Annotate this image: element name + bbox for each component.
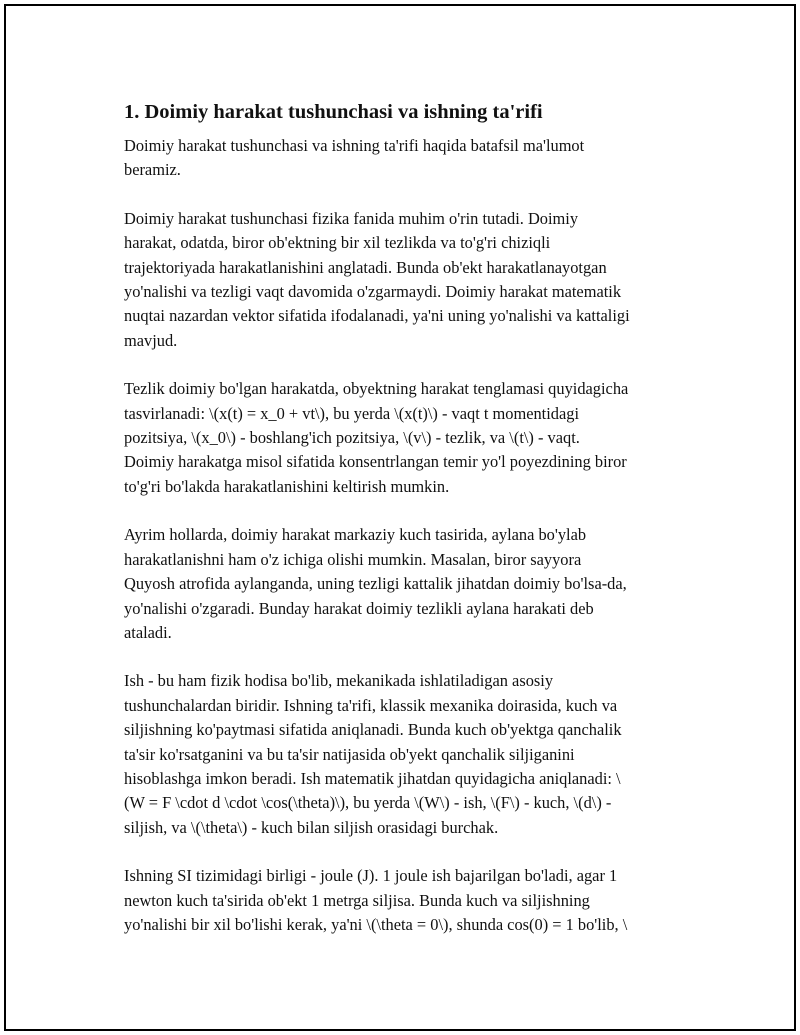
text-line: pozitsiya, \(x_0\) - boshlang'ich pozitsiya, \(v\) - tezlik, va \(t\) - vaqt. <box>124 428 580 448</box>
paragraph-si-unit <box>124 864 704 937</box>
text-line: yo'nalishi va tezligi vaqt davomida o'zgarmaydi. Doimiy harakat matematik <box>124 282 622 302</box>
text-line: ta'sir ko'rsatganini va bu ta'sir natijasida ob'yekt qanchalik siljiganini <box>124 744 575 764</box>
text-line: Doimiy harakat tushunchasi fizika fanida muhim o'rin tutadi. Doimiy <box>124 208 579 228</box>
text-line: tushunchalardan biridir. Ishning ta'rifi, klassik mexanika doirasida, kuch va <box>124 695 618 715</box>
text-line: tasvirlanadi: \(x(t) = x_0 + vt\), bu yerda \(x(t)\) - vaqt t momentidagi <box>124 403 580 423</box>
document-body <box>124 98 704 961</box>
page-frame <box>4 4 796 1031</box>
text-line: yo'nalishi bir xil bo'lishi kerak, ya'ni \(\theta = 0\), shunda cos(0) = 1 bo'lib, \ <box>124 914 628 934</box>
text-line: nuqtai nazardan vektor sifatida ifodalanadi, ya'ni uning yo'nalishi va kattaligi <box>124 306 630 326</box>
text-line: Doimiy harakat tushunchasi va ishning ta'rifi haqida batafsil ma'lumot <box>124 136 585 155</box>
paragraph-constant-motion <box>124 207 704 353</box>
paragraph-motion-equation <box>124 377 704 499</box>
text-line: Doimiy harakatga misol sifatida konsentrlangan temir yo'l poyezdining biror <box>124 452 627 472</box>
document-title: 1. Doimiy harakat tushunchasi va ishning ta'rifi <box>124 101 543 123</box>
text-line: to'g'ri bo'lakda harakatlanishini keltirish mumkin. <box>124 476 450 496</box>
text-line: trajektoriyada harakatlanishini anglatadi. Bunda ob'ekt harakatlanayotgan <box>124 257 607 277</box>
text-line: Ish - bu ham fizik hodisa bo'lib, mekanikada ishlatiladigan asosiy <box>124 671 554 691</box>
paragraph-work-definition <box>124 669 704 840</box>
paragraph-circular-motion <box>124 523 704 645</box>
text-line: hisoblashga imkon beradi. Ish matematik jihatdan quyidagicha aniqlanadi: \ <box>124 768 621 788</box>
text-line: mavjud. <box>124 330 178 350</box>
text-line: Ayrim hollarda, doimiy harakat markaziy kuch tasirida, aylana bo'ylab <box>124 525 587 545</box>
text-line: (W = F \cdot d \cdot \cos(\theta)\), bu yerda \(W\) - ish, \(F\) - kuch, \(d\) - <box>124 793 612 813</box>
text-line: yo'nalishi o'zgaradi. Bunday harakat doimiy tezlikli aylana harakati deb <box>124 598 594 618</box>
text-line: ataladi. <box>124 622 172 642</box>
text-line: newton kuch ta'sirida ob'ekt 1 metrga siljisa. Bunda kuch va siljishning <box>124 890 590 910</box>
text-line: Ishning SI tizimidagi birligi - joule (J). 1 joule ish bajarilgan bo'ladi, agar 1 <box>124 866 618 886</box>
text-line: beramiz. <box>124 160 181 180</box>
text-line: harakatlanishni ham o'z ichiga olishi mumkin. Masalan, biror sayyora <box>124 549 582 569</box>
text-line: siljishning ko'paytmasi sifatida aniqlanadi. Bunda kuch ob'yektga qanchalik <box>124 720 622 740</box>
text-line: harakat, odatda, biror ob'ektning bir xil tezlikda va to'g'ri chiziqli <box>124 233 551 253</box>
paragraph-intro <box>124 134 704 183</box>
text-line: Quyosh atrofida aylanganda, uning tezligi kattalik jihatdan doimiy bo'lsa-da, <box>124 574 627 594</box>
text-line: siljish, va \(\theta\) - kuch bilan siljish orasidagi burchak. <box>124 817 499 837</box>
text-line: Tezlik doimiy bo'lgan harakatda, obyektning harakat tenglamasi quyidagicha <box>124 379 629 399</box>
